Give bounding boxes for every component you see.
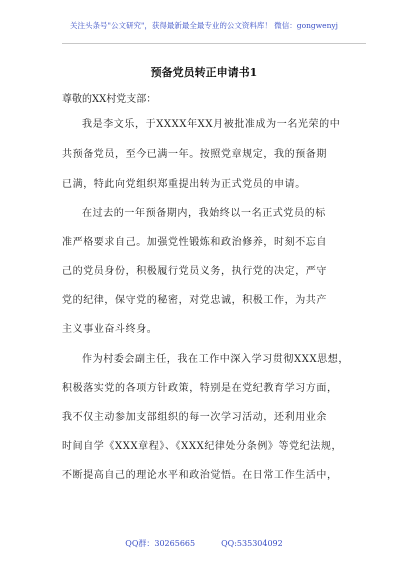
qq-group-label: QQ群：30265665 xyxy=(125,539,196,548)
salutation: 尊敬的XX村党支部： xyxy=(62,94,157,105)
body-line: 共预备党员，至今已满一年。按照党章规定，我的预备期 xyxy=(62,149,327,160)
body-line: 已满，特此向党组织郑重提出转为正式党员的申请。 xyxy=(62,179,306,190)
body-line: 时间自学《XXX章程》、《XXX纪律处分条例》等党纪法规， xyxy=(62,441,343,452)
body-line: 党的纪律，保守党的秘密，对党忠诚，积极工作，为共产 xyxy=(62,295,327,306)
body-line: 我不仅主动参加支部组织的每一次学习活动，还利用业余 xyxy=(62,412,327,423)
body-line: 准严格要求自己。加强党性锻炼和政治修养，时刻不忘自 xyxy=(62,237,327,248)
body-line: 我是李文乐，于XXXX年XX月被批准成为一名光荣的中 xyxy=(82,119,341,130)
header-note: 关注头条号"公文研究"，获得最新最全最专业的公文资料库！ 微信：gongwenyj xyxy=(70,21,338,30)
document-title: 预备党员转正申请书1 xyxy=(150,66,258,79)
body-line: 己的党员身份，积极履行党员义务，执行党的决定，严守 xyxy=(62,266,327,277)
body-line: 主义事业奋斗终身。 xyxy=(62,324,158,335)
footer-contact xyxy=(0,538,408,549)
body-line: 作为村委会副主任，我在工作中深入学习贯彻XXX思想， xyxy=(82,354,349,365)
body-line: 不断提高自己的理论水平和政治觉悟。在日常工作生活中， xyxy=(62,470,338,481)
body-line: 积极落实党的各项方针政策，特别是在党纪教育学习方面， xyxy=(62,383,338,394)
qq-label: QQ:535304092 xyxy=(221,539,283,548)
body-line: 在过去的一年预备期内，我始终以一名正式党员的标 xyxy=(82,208,326,219)
